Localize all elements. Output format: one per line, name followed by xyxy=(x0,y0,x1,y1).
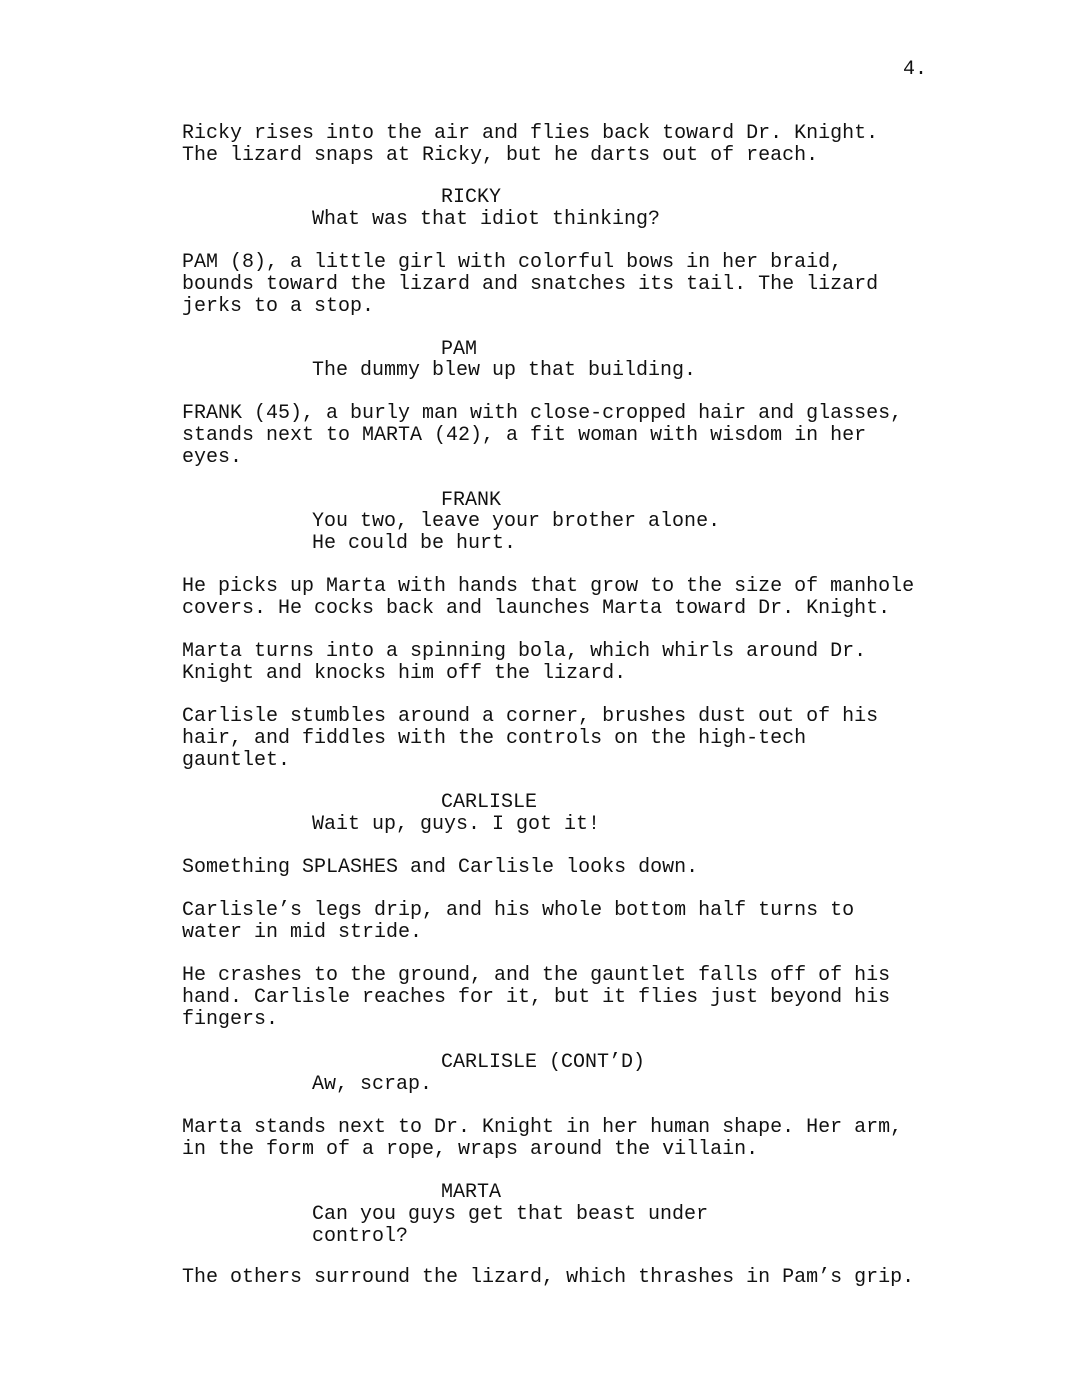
dialogue-line: What was that idiot thinking? xyxy=(312,208,661,231)
dialogue-line: Aw, scrap. xyxy=(312,1073,433,1096)
action-paragraph: gauntlet. xyxy=(182,749,291,772)
character-name: PAM xyxy=(441,338,478,361)
action-paragraph: Ricky rises into the air and flies back toward Dr. Knight. xyxy=(182,122,879,145)
action-paragraph: The others surround the lizard, which thrashes in Pam’s grip. xyxy=(182,1266,915,1289)
action-paragraph: bounds toward the lizard and snatches its tail. The lizard xyxy=(182,273,879,296)
character-name: FRANK xyxy=(441,489,502,512)
dialogue-line: Wait up, guys. I got it! xyxy=(312,813,601,836)
action-paragraph: hair, and fiddles with the controls on the high-tech xyxy=(182,727,807,750)
action-paragraph: water in mid stride. xyxy=(182,921,423,944)
character-name: CARLISLE (CONT’D) xyxy=(441,1051,646,1074)
action-paragraph: fingers. xyxy=(182,1008,279,1031)
dialogue-line: control? xyxy=(312,1225,409,1248)
action-paragraph: He picks up Marta with hands that grow to the size of manhole xyxy=(182,575,915,598)
action-paragraph: The lizard snaps at Ricky, but he darts out of reach. xyxy=(182,144,819,167)
action-paragraph: jerks to a stop. xyxy=(182,295,375,318)
action-paragraph: hand. Carlisle reaches for it, but it flies just beyond his xyxy=(182,986,891,1009)
page-number: 4. xyxy=(903,58,928,81)
action-paragraph: Carlisle stumbles around a corner, brushes dust out of his xyxy=(182,705,879,728)
action-paragraph: Marta stands next to Dr. Knight in her human shape. Her arm, xyxy=(182,1116,903,1139)
dialogue-line: The dummy blew up that building. xyxy=(312,359,697,382)
character-name: MARTA xyxy=(441,1181,502,1204)
action-paragraph: Marta turns into a spinning bola, which whirls around Dr. xyxy=(182,640,867,663)
action-paragraph: in the form of a rope, wraps around the villain. xyxy=(182,1138,759,1161)
action-paragraph: eyes. xyxy=(182,446,243,469)
action-paragraph: stands next to MARTA (42), a fit woman with wisdom in her xyxy=(182,424,867,447)
character-name: RICKY xyxy=(441,186,502,209)
action-paragraph: He crashes to the ground, and the gauntlet falls off of his xyxy=(182,964,891,987)
dialogue-line: Can you guys get that beast under xyxy=(312,1203,709,1226)
character-name: CARLISLE xyxy=(441,791,538,814)
dialogue-line: He could be hurt. xyxy=(312,532,517,555)
dialogue-line: You two, leave your brother alone. xyxy=(312,510,721,533)
action-paragraph: PAM (8), a little girl with colorful bows in her braid, xyxy=(182,251,843,274)
action-paragraph: covers. He cocks back and launches Marta toward Dr. Knight. xyxy=(182,597,891,620)
action-paragraph: Something SPLASHES and Carlisle looks down. xyxy=(182,856,699,879)
action-paragraph: Carlisle’s legs drip, and his whole bottom half turns to xyxy=(182,899,855,922)
action-paragraph: Knight and knocks him off the lizard. xyxy=(182,662,627,685)
action-paragraph: FRANK (45), a burly man with close-cropped hair and glasses, xyxy=(182,402,903,425)
